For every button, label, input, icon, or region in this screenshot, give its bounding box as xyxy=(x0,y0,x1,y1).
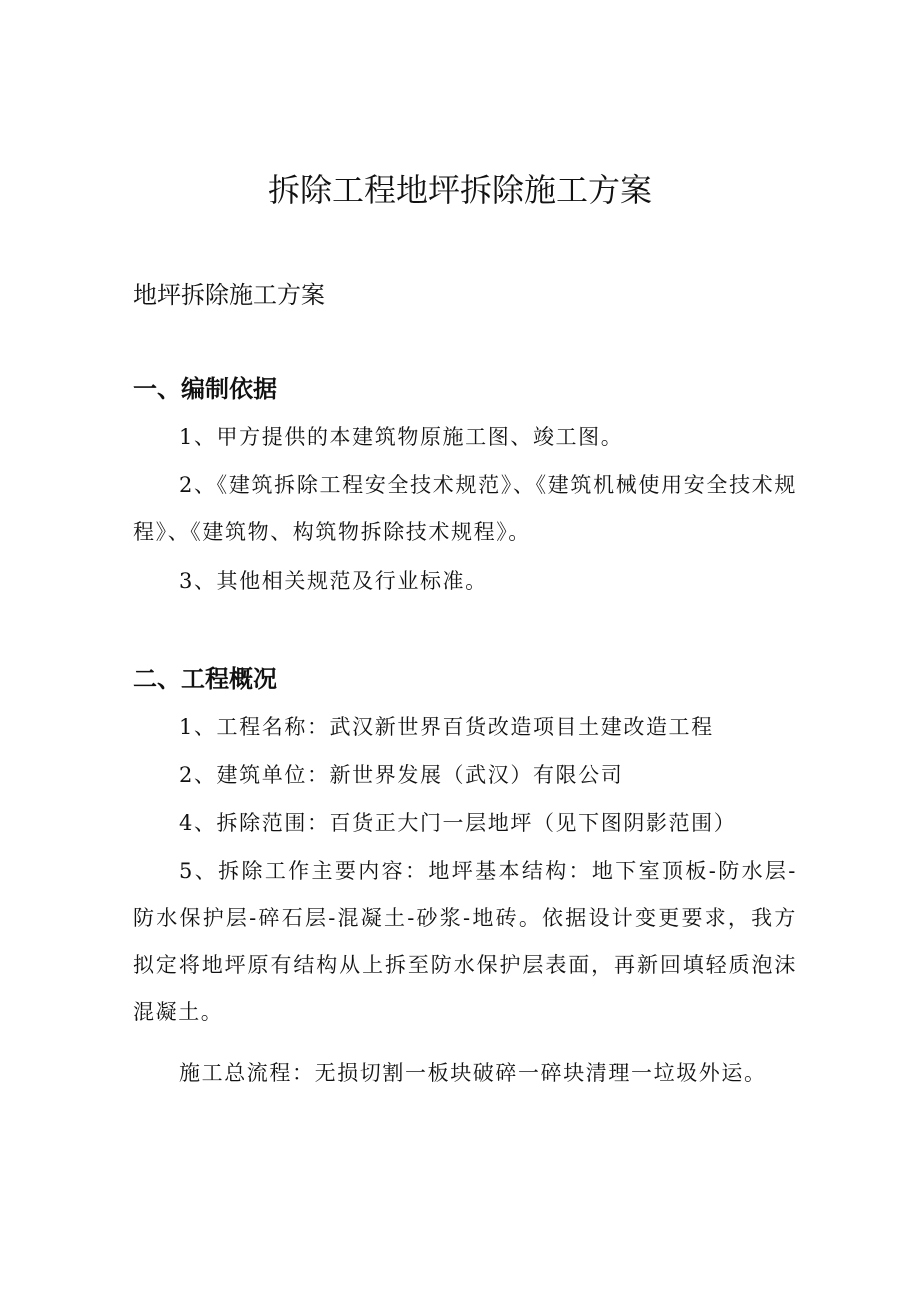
section-heading-overview: 二、工程概况 xyxy=(133,665,277,693)
section-heading-basis: 一、编制依据 xyxy=(133,375,277,403)
document-subtitle: 地坪拆除施工方案 xyxy=(133,281,325,309)
overview-paragraph-project-name: 1、工程名称：武汉新世界百货改造项目土建改造工程 xyxy=(179,715,714,739)
basis-paragraph-2: 2、《建筑拆除工程安全技术规范》、《建筑机械使用安全技术规程》、《建筑物、构筑物拆除技术规程》。 xyxy=(133,473,797,544)
basis-paragraph-1: 1、甲方提供的本建筑物原施工图、竣工图。 xyxy=(179,425,624,449)
overview-paragraph-content: 5、拆除工作主要内容：地坪基本结构：地下室顶板-防水层-防水保护层-碎石层-混凝土-砂浆-地砖。依据设计变更要求，我方拟定将地坪原有结构从上拆至防水保护层表面，再新回填轻质泡沫混凝土。 xyxy=(133,859,797,1024)
overview-paragraph-scope: 4、拆除范围：百货正大门一层地坪（见下图阴影范围） xyxy=(179,811,737,835)
overview-paragraph-process: 施工总流程：无损切割一板块破碎一碎块清理一垃圾外运。 xyxy=(179,1061,767,1085)
basis-paragraph-3: 3、其他相关规范及行业标准。 xyxy=(179,569,488,593)
document-title: 拆除工程地坪拆除施工方案 xyxy=(267,171,652,209)
overview-paragraph-builder: 2、建筑单位：新世界发展（武汉）有限公司 xyxy=(179,763,624,787)
